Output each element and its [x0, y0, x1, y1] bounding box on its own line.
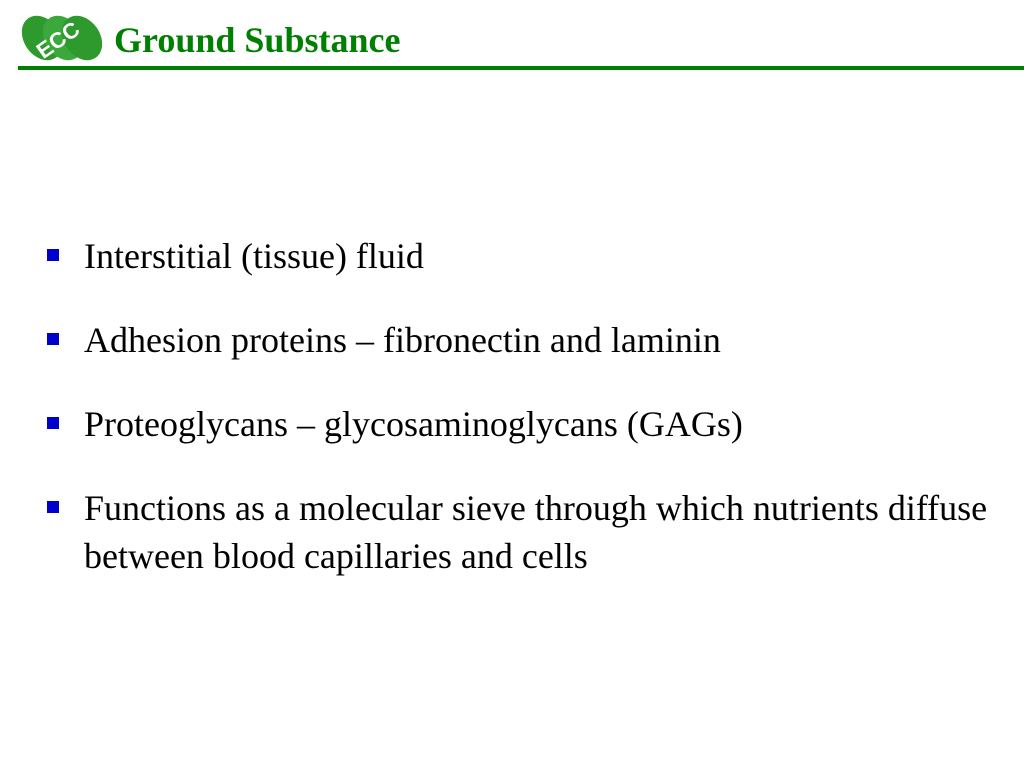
- bullet-list: [44, 232, 1004, 616]
- bullet-item: [44, 316, 1004, 364]
- bullet-text: Interstitial (tissue) fluid: [84, 236, 424, 276]
- title-divider: [18, 66, 1024, 70]
- square-bullet-icon: [47, 417, 59, 429]
- square-bullet-icon: [47, 333, 59, 345]
- ecc-logo-icon: [20, 8, 102, 66]
- svg-text:ECC: ECC: [31, 16, 85, 64]
- square-bullet-icon: [47, 249, 59, 261]
- square-bullet-icon: [47, 501, 59, 513]
- slide-title: Ground Substance: [114, 20, 401, 60]
- bullet-text: Functions as a molecular sieve through which nutrients diffuse between blood capillaries and cells: [84, 488, 988, 576]
- bullet-text: Proteoglycans – glycosaminoglycans (GAGs): [84, 404, 743, 444]
- bullet-text: Adhesion proteins – fibronectin and laminin: [84, 320, 721, 360]
- bullet-item: [44, 400, 1004, 448]
- bullet-item: [44, 232, 1004, 280]
- bullet-item: [44, 484, 1004, 580]
